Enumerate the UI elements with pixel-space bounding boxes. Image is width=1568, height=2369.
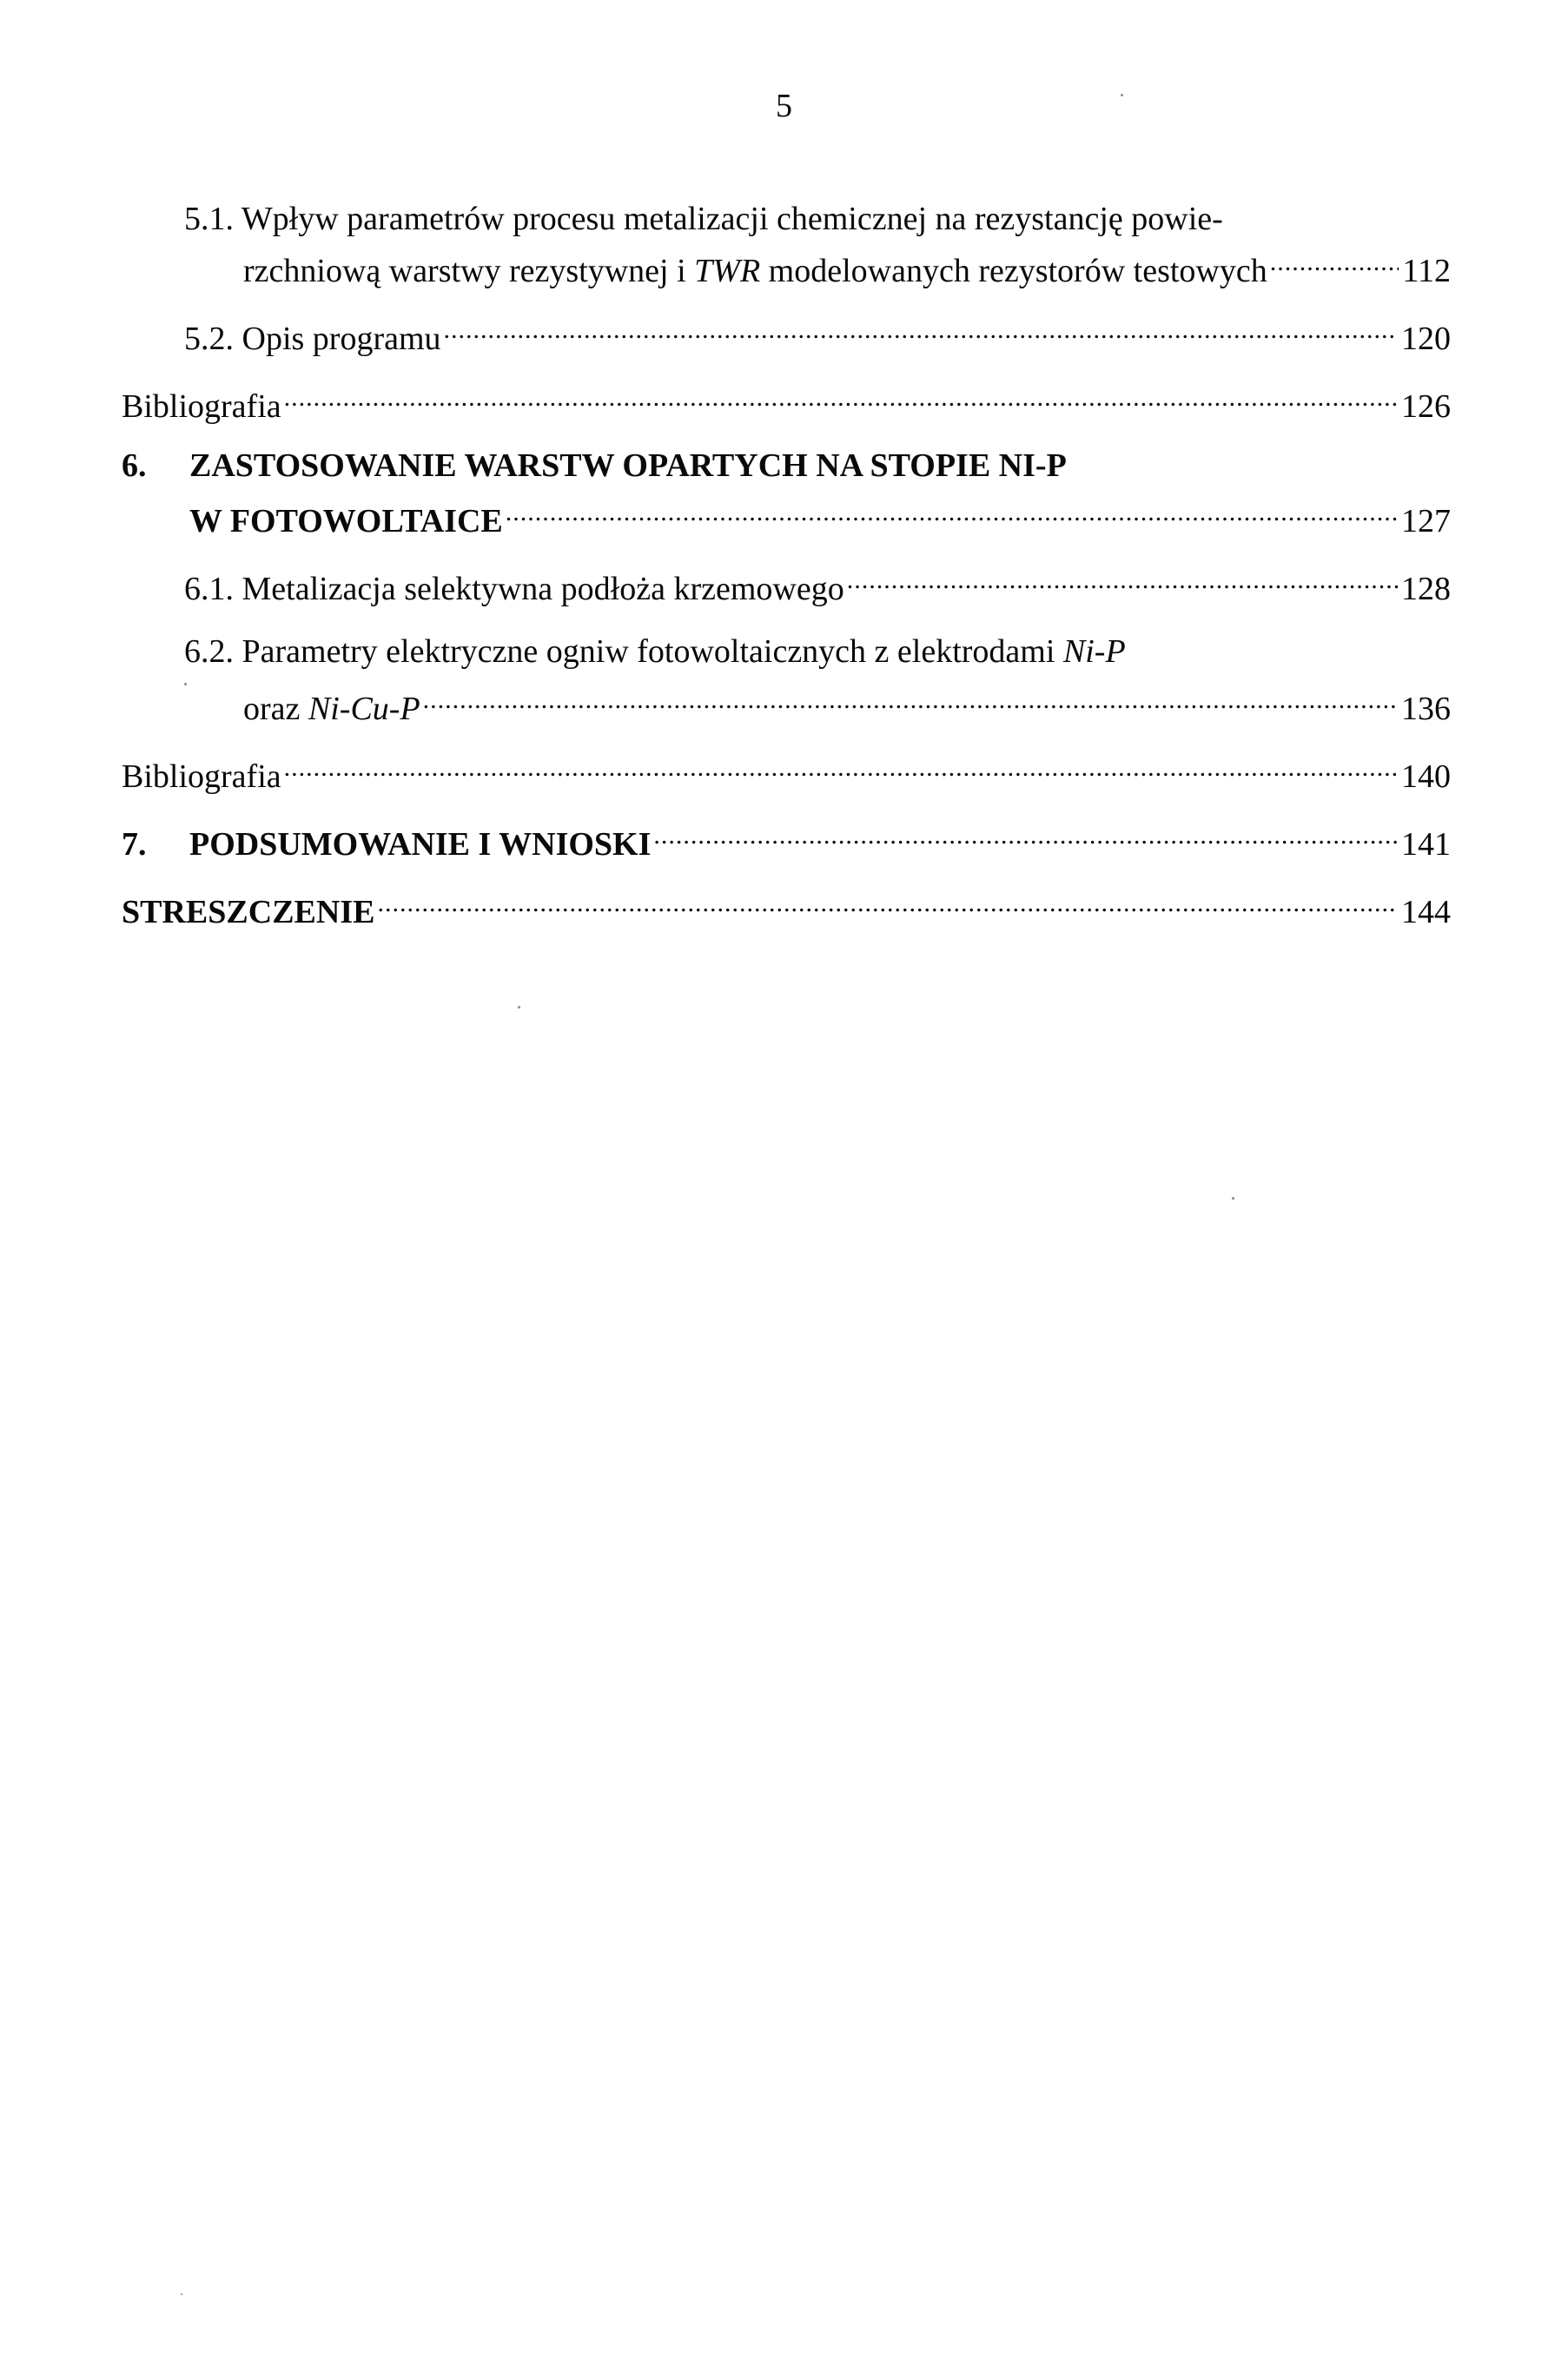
toc-page-number: 127 [1401, 503, 1451, 539]
toc-chapter-6[interactable] [189, 493, 1451, 540]
chapter-number: 7. [122, 826, 147, 863]
toc-entry-summary[interactable] [122, 884, 1451, 931]
toc-page-number: 140 [1401, 758, 1451, 795]
toc-entry-text: 6.1. Metalizacja selektywna podłoża krzemowego [184, 571, 844, 607]
toc-entry-text: 7. PODSUMOWANIE I WNIOSKI [122, 826, 652, 863]
toc-entry-bibliography-5[interactable] [122, 379, 1451, 426]
toc-entry-text: Bibliografia [122, 388, 281, 425]
toc-page-number: 141 [1401, 826, 1451, 863]
toc-entry-5-2[interactable] [184, 311, 1451, 358]
toc-page-number: 120 [1401, 321, 1451, 357]
dot-leader [284, 749, 1398, 787]
dot-leader [284, 379, 1398, 417]
scan-speck [1121, 94, 1123, 96]
scan-speck [181, 2293, 182, 2295]
toc-page-number: 128 [1401, 571, 1451, 607]
scan-speck [184, 683, 187, 685]
toc-entry-text: W FOTOWOLTAICE [189, 503, 503, 539]
page-number: 5 [776, 88, 792, 124]
toc-entry-text: STRESZCZENIE [122, 894, 375, 930]
dot-leader [653, 817, 1398, 855]
dot-leader [423, 681, 1398, 719]
dot-leader [506, 493, 1398, 532]
toc-entry-text: rzchniową warstwy rezystywnej i TWR modelowanych rezystorów testowych [243, 253, 1267, 289]
toc-entry-6-2-line-1: 6.2. Parametry elektryczne ogniw fotowoltaicznych z elektrodami Ni-P [184, 633, 1126, 670]
toc-entry-5-1[interactable] [243, 243, 1451, 290]
toc-page-number: 112 [1402, 253, 1451, 289]
toc-entry-text: 5.2. Opis programu [184, 321, 441, 357]
chapter-number: 6. [122, 447, 147, 484]
toc-entry-bibliography-6[interactable] [122, 749, 1451, 796]
scan-speck [518, 1006, 520, 1009]
dot-leader [444, 311, 1398, 349]
toc-page-number: 144 [1401, 894, 1451, 930]
dot-leader [847, 561, 1398, 599]
dot-leader [377, 884, 1398, 923]
toc-page-number: 136 [1401, 691, 1451, 727]
toc-entry-6-1[interactable] [184, 561, 1451, 608]
toc-entry-5-1-line-1: 5.1. Wpływ parametrów procesu metalizacji chemicznej na rezystancję powie- [184, 201, 1223, 237]
toc-entry-text: oraz Ni-Cu-P [243, 691, 420, 727]
scan-speck [1232, 1197, 1234, 1200]
toc-chapter-6-line-1: 6. ZASTOSOWANIE WARSTW OPARTYCH NA STOPIE NI-P [122, 447, 1067, 484]
toc-entry-6-2[interactable] [243, 681, 1451, 728]
toc-entry-text: Bibliografia [122, 758, 281, 795]
dot-leader [1270, 243, 1399, 281]
toc-page-number: 126 [1401, 388, 1451, 425]
toc-chapter-7[interactable] [122, 817, 1451, 864]
